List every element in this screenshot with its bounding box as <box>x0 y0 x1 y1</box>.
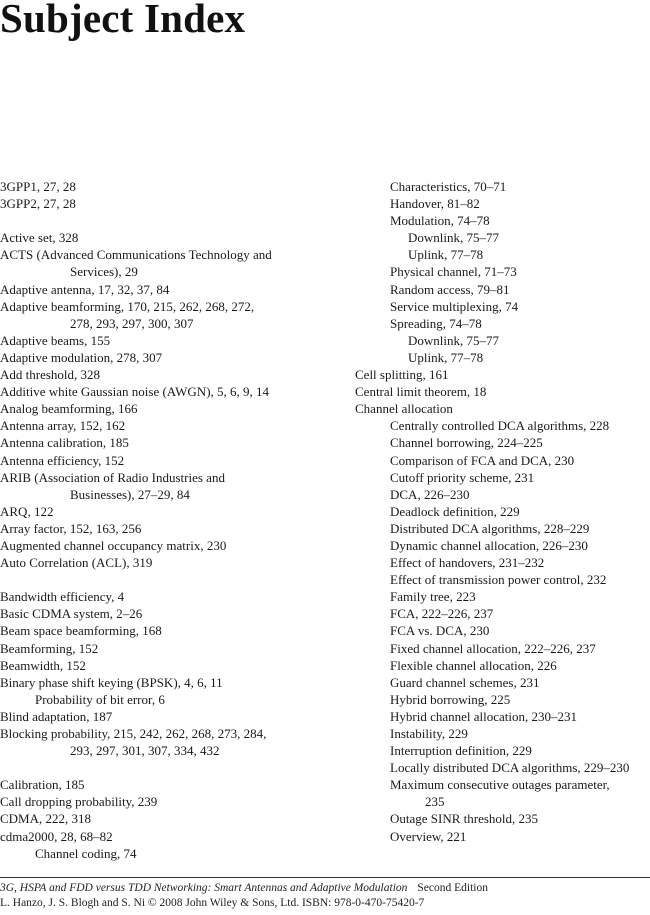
index-entry: cdma2000, 28, 68–82 <box>0 828 113 844</box>
index-subentry: Distributed DCA algorithms, 228–229 <box>390 520 590 536</box>
index-subentry: Hybrid channel allocation, 230–231 <box>390 708 578 724</box>
index-entry: Antenna efficiency, 152 <box>0 452 125 468</box>
index-subentry: Services), 29 <box>70 264 138 280</box>
index-entry: Binary phase shift keying (BPSK), 4, 6, 11 <box>0 674 223 690</box>
index-subentry: Fixed channel allocation, 222–226, 237 <box>390 640 596 656</box>
index-subentry: 278, 293, 297, 300, 307 <box>70 315 194 331</box>
index-subentry: Handover, 81–82 <box>390 196 480 212</box>
index-subentry: Cutoff priority scheme, 231 <box>390 469 535 485</box>
index-subentry: Businesses), 27–29, 84 <box>70 486 190 502</box>
index-entry: Adaptive beams, 155 <box>0 332 111 348</box>
index-subentry: Spreading, 74–78 <box>390 315 482 331</box>
footer-edition: Second Edition <box>417 882 488 894</box>
index-subentry: 235 <box>425 794 445 810</box>
index-entry: Adaptive modulation, 278, 307 <box>0 349 163 365</box>
footer-book-title: 3G, HSPA and FDD versus TDD Networking: Smart Antennas and Adaptive Modulation <box>0 882 408 894</box>
index-entry: Additive white Gaussian noise (AWGN), 5, 6, 9, 14 <box>0 384 270 400</box>
index-group-gap <box>0 759 345 776</box>
index-subentry: Outage SINR threshold, 235 <box>390 811 539 827</box>
footer <box>0 881 650 911</box>
index-entry: Array factor, 152, 163, 256 <box>0 520 142 536</box>
index-subentry: Random access, 79–81 <box>390 281 510 297</box>
index-subentry: Effect of transmission power control, 232 <box>390 572 607 588</box>
index-subentry: Centrally controlled DCA algorithms, 228 <box>390 418 610 434</box>
index-entry: Calibration, 185 <box>0 777 85 793</box>
index-subentry: Uplink, 77–78 <box>408 247 484 263</box>
index-subentry: Dynamic channel allocation, 226–230 <box>390 537 588 553</box>
index-entry: CDMA, 222, 318 <box>0 811 92 827</box>
index-subentry: Deadlock definition, 229 <box>390 503 520 519</box>
index-entry: Blind adaptation, 187 <box>0 708 113 724</box>
index-entry: Augmented channel occupancy matrix, 230 <box>0 537 227 553</box>
index-entry: Adaptive antenna, 17, 32, 37, 84 <box>0 281 170 297</box>
index-entry: Beam space beamforming, 168 <box>0 623 162 639</box>
index-subentry: Uplink, 77–78 <box>408 349 484 365</box>
index-subentry: Locally distributed DCA algorithms, 229–230 <box>390 760 630 776</box>
index-subentry: DCA, 226–230 <box>390 486 470 502</box>
page-title: Subject Index <box>0 0 246 41</box>
index-entry: Antenna calibration, 185 <box>0 435 129 451</box>
index-subentry: Comparison of FCA and DCA, 230 <box>390 452 575 468</box>
index-entry: ACTS (Advanced Communications Technology and <box>0 247 272 263</box>
index-group-gap <box>0 212 345 229</box>
footer-divider <box>0 877 650 878</box>
index-subentry: Interruption definition, 229 <box>390 743 532 759</box>
index-entry: Blocking probability, 215, 242, 262, 268, 273, 284, <box>0 726 267 741</box>
index-entry: Active set, 328 <box>0 230 79 246</box>
index-subentry: 293, 297, 301, 307, 334, 432 <box>70 743 220 759</box>
index-entry: Central limit theorem, 18 <box>355 384 487 400</box>
index-subentry: Hybrid borrowing, 225 <box>390 691 511 707</box>
index-entry: Cell splitting, 161 <box>355 367 449 383</box>
index-entry: Call dropping probability, 239 <box>0 794 158 810</box>
index-subentry: Probability of bit error, 6 <box>35 691 165 707</box>
index-entry: 3GPP1, 27, 28 <box>0 179 76 194</box>
index-entry: Add threshold, 328 <box>0 367 101 383</box>
index-subentry: Overview, 221 <box>390 828 467 844</box>
index-entry: ARQ, 122 <box>0 503 54 519</box>
index-subentry: FCA vs. DCA, 230 <box>390 623 490 639</box>
index-entry: 3GPP2, 27, 28 <box>0 196 76 212</box>
index-entry: ARIB (Association of Radio Industries and <box>0 469 225 485</box>
index-entry: Analog beamforming, 166 <box>0 401 138 417</box>
index-subentry: Maximum consecutive outages parameter, <box>390 777 610 793</box>
index-entry: Auto Correlation (ACL), 319 <box>0 555 153 571</box>
index-subentry: Guard channel schemes, 231 <box>390 674 540 690</box>
index-subentry: Service multiplexing, 74 <box>390 298 519 314</box>
index-entry: Basic CDMA system, 2–26 <box>0 606 143 622</box>
index-subentry: Family tree, 223 <box>390 589 476 605</box>
index-entry: Antenna array, 152, 162 <box>0 418 126 434</box>
index-subentry: Physical channel, 71–73 <box>390 264 517 280</box>
index-subentry: FCA, 222–226, 237 <box>390 606 494 622</box>
index-entry: Bandwidth efficiency, 4 <box>0 589 125 605</box>
index-subentry: Characteristics, 70–71 <box>390 179 507 194</box>
index-subentry: Modulation, 74–78 <box>390 213 490 229</box>
index-column-left <box>0 178 345 862</box>
index-entry: Adaptive beamforming, 170, 215, 262, 268, 272, <box>0 298 255 314</box>
index-entry: Beamwidth, 152 <box>0 657 86 673</box>
index-subentry: Downlink, 75–77 <box>408 332 499 348</box>
index-subentry: Flexible channel allocation, 226 <box>390 657 557 673</box>
index-subentry: Instability, 229 <box>390 726 468 741</box>
index-entry: Beamforming, 152 <box>0 640 99 656</box>
index-column-right <box>355 178 650 845</box>
index-subentry: Downlink, 75–77 <box>408 230 499 246</box>
index-subentry: Channel coding, 74 <box>35 845 137 861</box>
index-subentry: Channel borrowing, 224–225 <box>390 435 543 451</box>
index-subentry: Effect of handovers, 231–232 <box>390 555 545 571</box>
footer-credits: L. Hanzo, J. S. Blogh and S. Ni © 2008 John Wiley & Sons, Ltd. ISBN: 978-0-470-75420-7 <box>0 897 425 909</box>
index-group-gap <box>0 571 345 588</box>
index-entry: Channel allocation <box>355 401 453 417</box>
